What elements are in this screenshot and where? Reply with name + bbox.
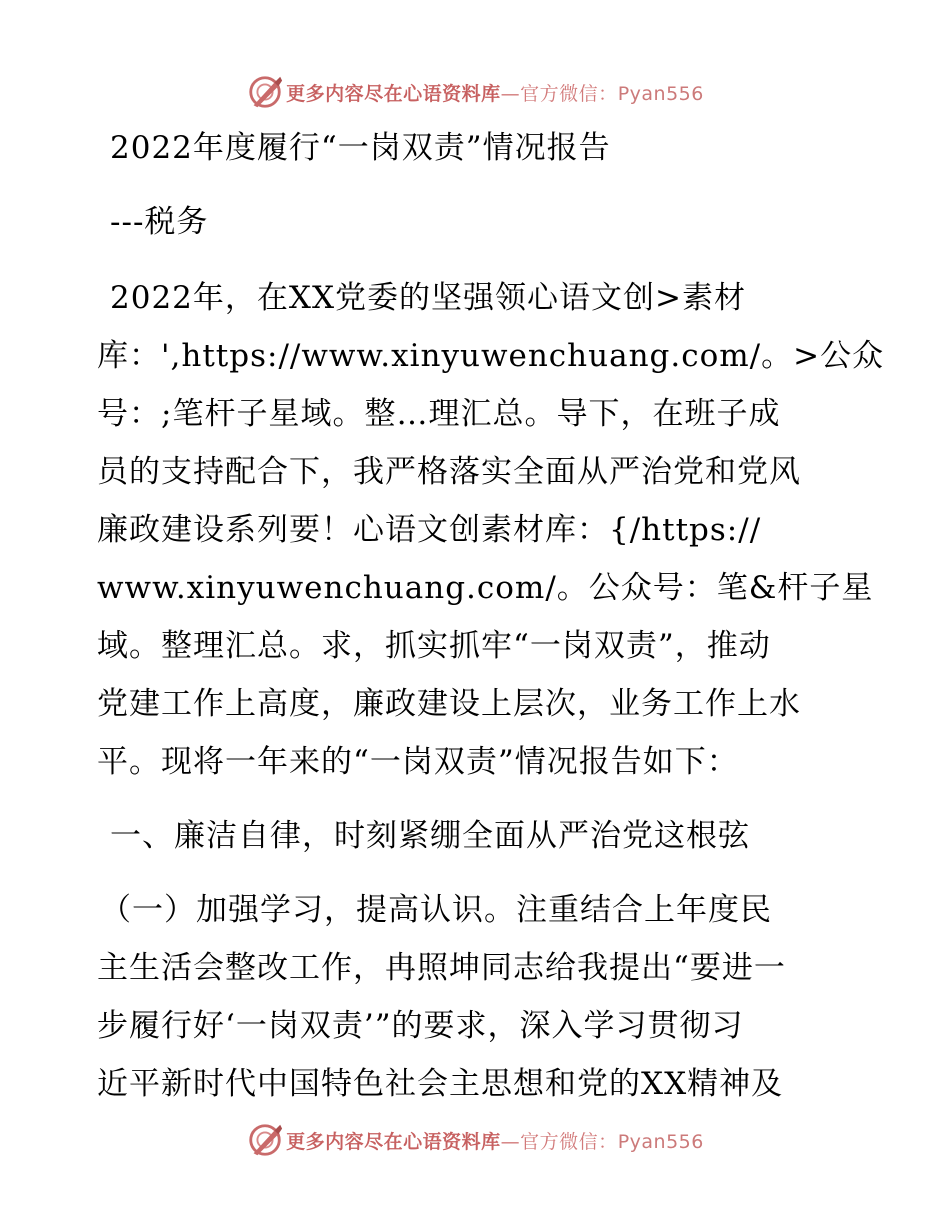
section-heading-1: 一、廉洁自律，时刻紧绷全面从严治党这根弦 [110,818,750,854]
watermark-brand: 更多内容尽在心语资料库 [286,82,501,105]
paragraph-1-line: 员的支持配合下，我严格落实全面从严治党和党风 [97,454,801,490]
document-title: 2022年度履行“一岗双责”情况报告 [110,130,611,166]
paragraph-2-line: 主生活会整改工作，冉照坤同志给我提出“要进一 [97,950,786,986]
paragraph-1-line: 2022年，在XX党委的坚强领心语文创>素材 [110,280,747,316]
watermark-separator: — [500,1130,521,1153]
paragraph-1-line: 平。现将一年来的“一岗双责”情况报告如下： [97,744,739,780]
paragraph-1-line: 廉政建设系列要！心语文创素材库：{/https:// [97,512,762,548]
watermark-official: 官方微信： [520,82,618,105]
paragraph-1-line: 党建工作上高度，廉政建设上层次，业务工作上水 [97,686,801,722]
paragraph-1-line: 库：',https://www.xinyuwenchuang.com/。>公众 [97,338,885,374]
paragraph-2-line: 近平新时代中国特色社会主思想和党的XX精神及 [97,1066,784,1102]
paragraph-2-line: （一）加强学习，提高认识。注重结合上年度民 [100,892,772,928]
footer-watermark-text [286,1127,704,1154]
watermark-official: 官方微信： [520,1130,618,1153]
paragraph-1-line: 域。整理汇总。求，抓实抓牢“一岗双责”，推动 [97,628,771,664]
watermark-brand: 更多内容尽在心语资料库 [286,1130,501,1153]
watermark-id: Pyan556 [617,82,704,105]
paragraph-1-line: 号：;笔杆子星域。整…理汇总。导下，在班子成 [97,396,781,432]
watermark-id: Pyan556 [617,1130,704,1153]
paragraph-1-line: www.xinyuwenchuang.com/。公众号：笔&杆子星 [97,570,874,606]
watermark-separator: — [500,82,521,105]
footer-watermark-banner [0,1118,950,1162]
paragraph-2-line: 步履行好‘一岗双责’”的要求，深入学习贯彻习 [97,1008,744,1044]
document-subtitle: ---税务 [110,204,209,240]
pen-logo-icon [246,1121,284,1159]
